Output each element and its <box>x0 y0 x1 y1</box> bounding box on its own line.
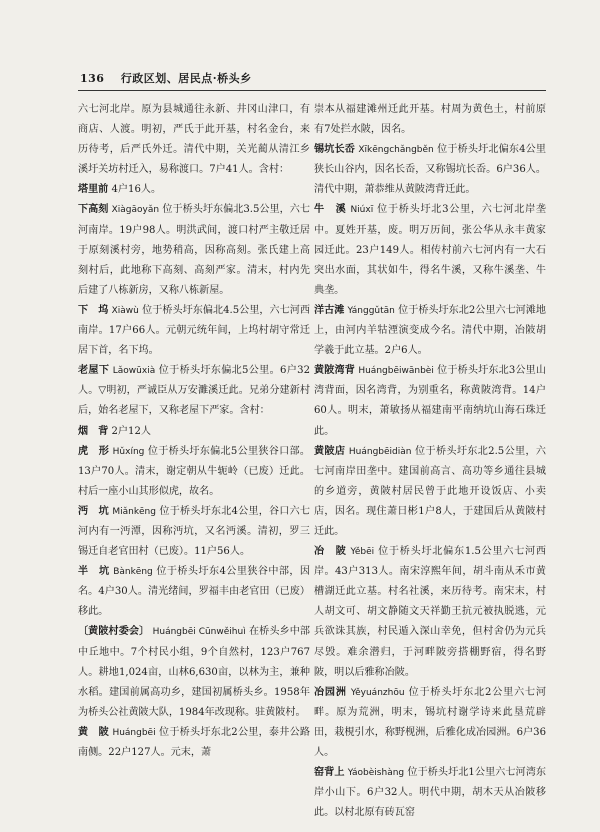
entry-name: 下高刻 <box>78 204 109 216</box>
entry-text: 位于桥头圩东北2.5公里，六七河南岸田垄中。建国前高言、高功等乡通往县城的乡道旁，黄陂村居民曾于此地开设饭店、小卖店，因名。现住萧日彬1户8人，于建国后从黄陂村迁此。 <box>314 445 546 537</box>
entry-paragraph <box>78 723 310 763</box>
entry-name: 锡坑长岙 <box>314 144 355 156</box>
entry-name: 塔里前 <box>78 184 109 196</box>
entry-text: 位于桥头圩东偏北4.5公里，六七河西南岸。17户66人。元朝元统年间，上坞村胡守常迁居下首，名下坞。 <box>78 304 311 357</box>
entry-pinyin: Yánggǔtān <box>347 305 395 316</box>
entry-text: 位于桥头圩北偏东4公里狭长山谷内，因名长岙，又称锡坑长岙。6户36人。清代中期，萧恭维从黄陂湾背迁此。 <box>314 144 547 196</box>
entry-pinyin: Huángbēi <box>112 727 156 738</box>
entry-paragraph <box>314 542 546 683</box>
entry-name: 〔黄陂村委会〕 <box>78 626 150 638</box>
entry-text: 位于桥头圩东北2公里六七河滩地上，由河内羊牯湮演变成今名。清代中期，冶陂胡学羲于此立基。2户6人。 <box>314 304 546 357</box>
entry-text: 位于桥头圩东北3公里山湾背面，因名湾背，为别重名，称黄陂湾背。14户60人。明末，萧敏扬从福建南平南纳坑山海石珠迁此。 <box>314 365 546 437</box>
page-number: 136 <box>80 72 105 85</box>
entry-paragraph <box>78 562 310 622</box>
entry-pinyin: Hǔxíng <box>112 446 145 457</box>
entry-name: 老屋下 <box>78 365 110 377</box>
entry-name: 冶园洲 <box>314 686 347 698</box>
entry-paragraph <box>314 100 546 140</box>
entry-text: 4户16人。 <box>111 184 162 196</box>
entry-name: 窑背上 <box>314 767 345 779</box>
entry-name: 半 坑 <box>78 566 110 578</box>
entry-paragraph <box>78 180 310 200</box>
entry-paragraph <box>78 502 310 562</box>
entry-text: 2户12人 <box>111 425 151 437</box>
entry-pinyin: Huángbēidiàn <box>348 446 412 457</box>
entry-pinyin: Yáobèishàng <box>347 768 405 779</box>
entry-name: 冶 陂 <box>314 546 347 558</box>
entry-text: 位于桥头圩东北4公里，谷口六七河内有一沔潭，因称沔坑，又名沔溪。清初，罗三锡迁自老官田村（已废）。11户56人。 <box>78 505 310 558</box>
running-title: 行政区划、居民点·桥头乡 <box>120 72 252 85</box>
right-column <box>314 100 546 823</box>
entry-pinyin: Lǎowūxià <box>112 366 156 377</box>
entry-pinyin: Yěbēi <box>350 547 375 558</box>
entry-name: 黄陂店 <box>314 445 346 457</box>
entry-text: 位于桥头圩北1公里六七河湾东岸小山下。6户32人。明代中期，胡木天从冶陂移此。以村北原有砖瓦窑 <box>314 767 546 819</box>
entry-paragraph <box>314 301 546 361</box>
entry-pinyin: Xīkēngchǎngběn <box>358 145 434 156</box>
entry-paragraph <box>78 200 310 300</box>
entry-text: 位于桥头圩东北2公里，泰井公路南侧。22户127人。元末，萧 <box>78 726 311 758</box>
entry-name: 黄 陂 <box>78 726 109 738</box>
entry-paragraph <box>314 140 546 200</box>
entry-paragraph <box>78 442 310 502</box>
entry-paragraph <box>314 683 546 763</box>
header-rule <box>78 90 546 91</box>
entry-text: 位于桥头圩东偏北5公里。6户32人。▽明初，严诚臣从万安濉溪迁此。兄弟分建新村后，始名老屋下，又称老屋下严家。含村： <box>78 365 310 417</box>
entry-pinyin: Huángbēi Cūnwěihuì <box>152 627 246 638</box>
entry-paragraph <box>78 622 310 722</box>
entry-name: 牛 溪 <box>314 204 347 216</box>
entry-pinyin: Bànkēng <box>113 567 153 578</box>
entry-text: 位于桥头圩东4公里狭谷中部，因名。4户30人。清光绪间，罗福丰由老官田（已废）移此。 <box>78 566 310 618</box>
entry-text: 六七河北岸。原为县城通往永新、井冈山津口，有商店、人渡。明初，严氏于此开基，村名金台，来历待考，后严氏外迁。清代中期，关光蔺从清江乡溪圩关坊村迁入，易称渡口。7户41人。含村： <box>78 104 310 176</box>
entry-paragraph <box>78 100 310 180</box>
running-header <box>80 70 540 88</box>
entry-pinyin: Niúxī <box>350 205 374 216</box>
entry-text: 位于桥头圩北偏东1.5公里六七河西岸。43户313人。南宋淳熙年间，胡斗南从禾市黄槽湖迁此立基。村名社溪，来历待考。南宋末，村人胡文可、胡文静随文天祥勤王抗元被执脱逃，元兵欲诛其族，村民遁入深山幸免，但村舍仍为元兵尽毁。难余潜归，于河畔陂旁搭棚野宿，得名野陂，明以后雅称冶陂。 <box>314 546 546 678</box>
entry-pinyin: Xiàwù <box>111 305 139 316</box>
entry-name: 黄陂湾背 <box>314 365 355 377</box>
entry-pinyin: Huángbēiwānbèi <box>358 366 434 377</box>
entry-paragraph <box>314 442 546 542</box>
entry-pinyin: Miǎnkēng <box>112 506 156 517</box>
entry-pinyin: Yěyuánzhōu <box>350 687 405 698</box>
left-column <box>78 100 310 763</box>
entry-paragraph <box>78 301 310 361</box>
entry-text: 位于桥头圩东偏北5公里狭谷口部。13户70人。清末，谢定朝从牛轭岭（已废）迁此。村后一座小山其形似虎，故名。 <box>78 445 310 497</box>
entry-name: 洋古滩 <box>314 304 345 316</box>
entry-name: 下 坞 <box>78 304 109 316</box>
entry-text: 位于桥头圩东北2公里六七河畔。原为荒洲，明末，锡坑村谢学诗来此垦荒辟田，栽梘引水，称野枧洲，后雅化成冶园洲。6户36人。 <box>314 686 547 758</box>
entry-paragraph <box>314 200 546 300</box>
entry-text: 位于桥头圩东偏北3.5公里，六七河南岸。19户98人。明洪武间，渡口村严主敬迁居于原刻溪村旁，地势稍高，因称高刻。张氏建上高刻村后，此地称下高刻、高刻严家。清末，村内先后建了八栋新房，又称八栋新屋。 <box>78 204 310 296</box>
entry-name: 烟 背 <box>78 425 109 437</box>
entry-paragraph <box>78 422 310 442</box>
entry-pinyin: Xiàgāoyǎn <box>111 205 160 216</box>
entry-name: 沔 坑 <box>78 505 109 517</box>
entry-paragraph <box>314 763 546 823</box>
entry-paragraph <box>314 361 546 441</box>
entry-text: 崇本从福建滩州迁此开基。村周为黄色土，村前原有7处拦水陂，因名。 <box>314 104 546 136</box>
entry-text: 位于桥头圩北3公里，六七河北岸垄中。夏姓开基，废。明万历间，张公华从永丰黄家园迁此。23户149人。相传村前六七河内有一大石突出水面，其状如牛，得名牛溪，又称牛溪垄、牛典垄。 <box>314 204 546 296</box>
entry-paragraph <box>78 361 310 421</box>
entry-name: 虎 形 <box>78 445 110 457</box>
entry-text: 在桥头乡中部中丘地中。7个村民小组，9个自然村，123户767人。耕地1,024亩，山林6,630亩，以林为主，兼种水稻。建国前属高功乡，建国初属桥头乡。1958年为桥头公社黄陂大队，1984年改现称。驻黄陂村。 <box>78 626 311 718</box>
